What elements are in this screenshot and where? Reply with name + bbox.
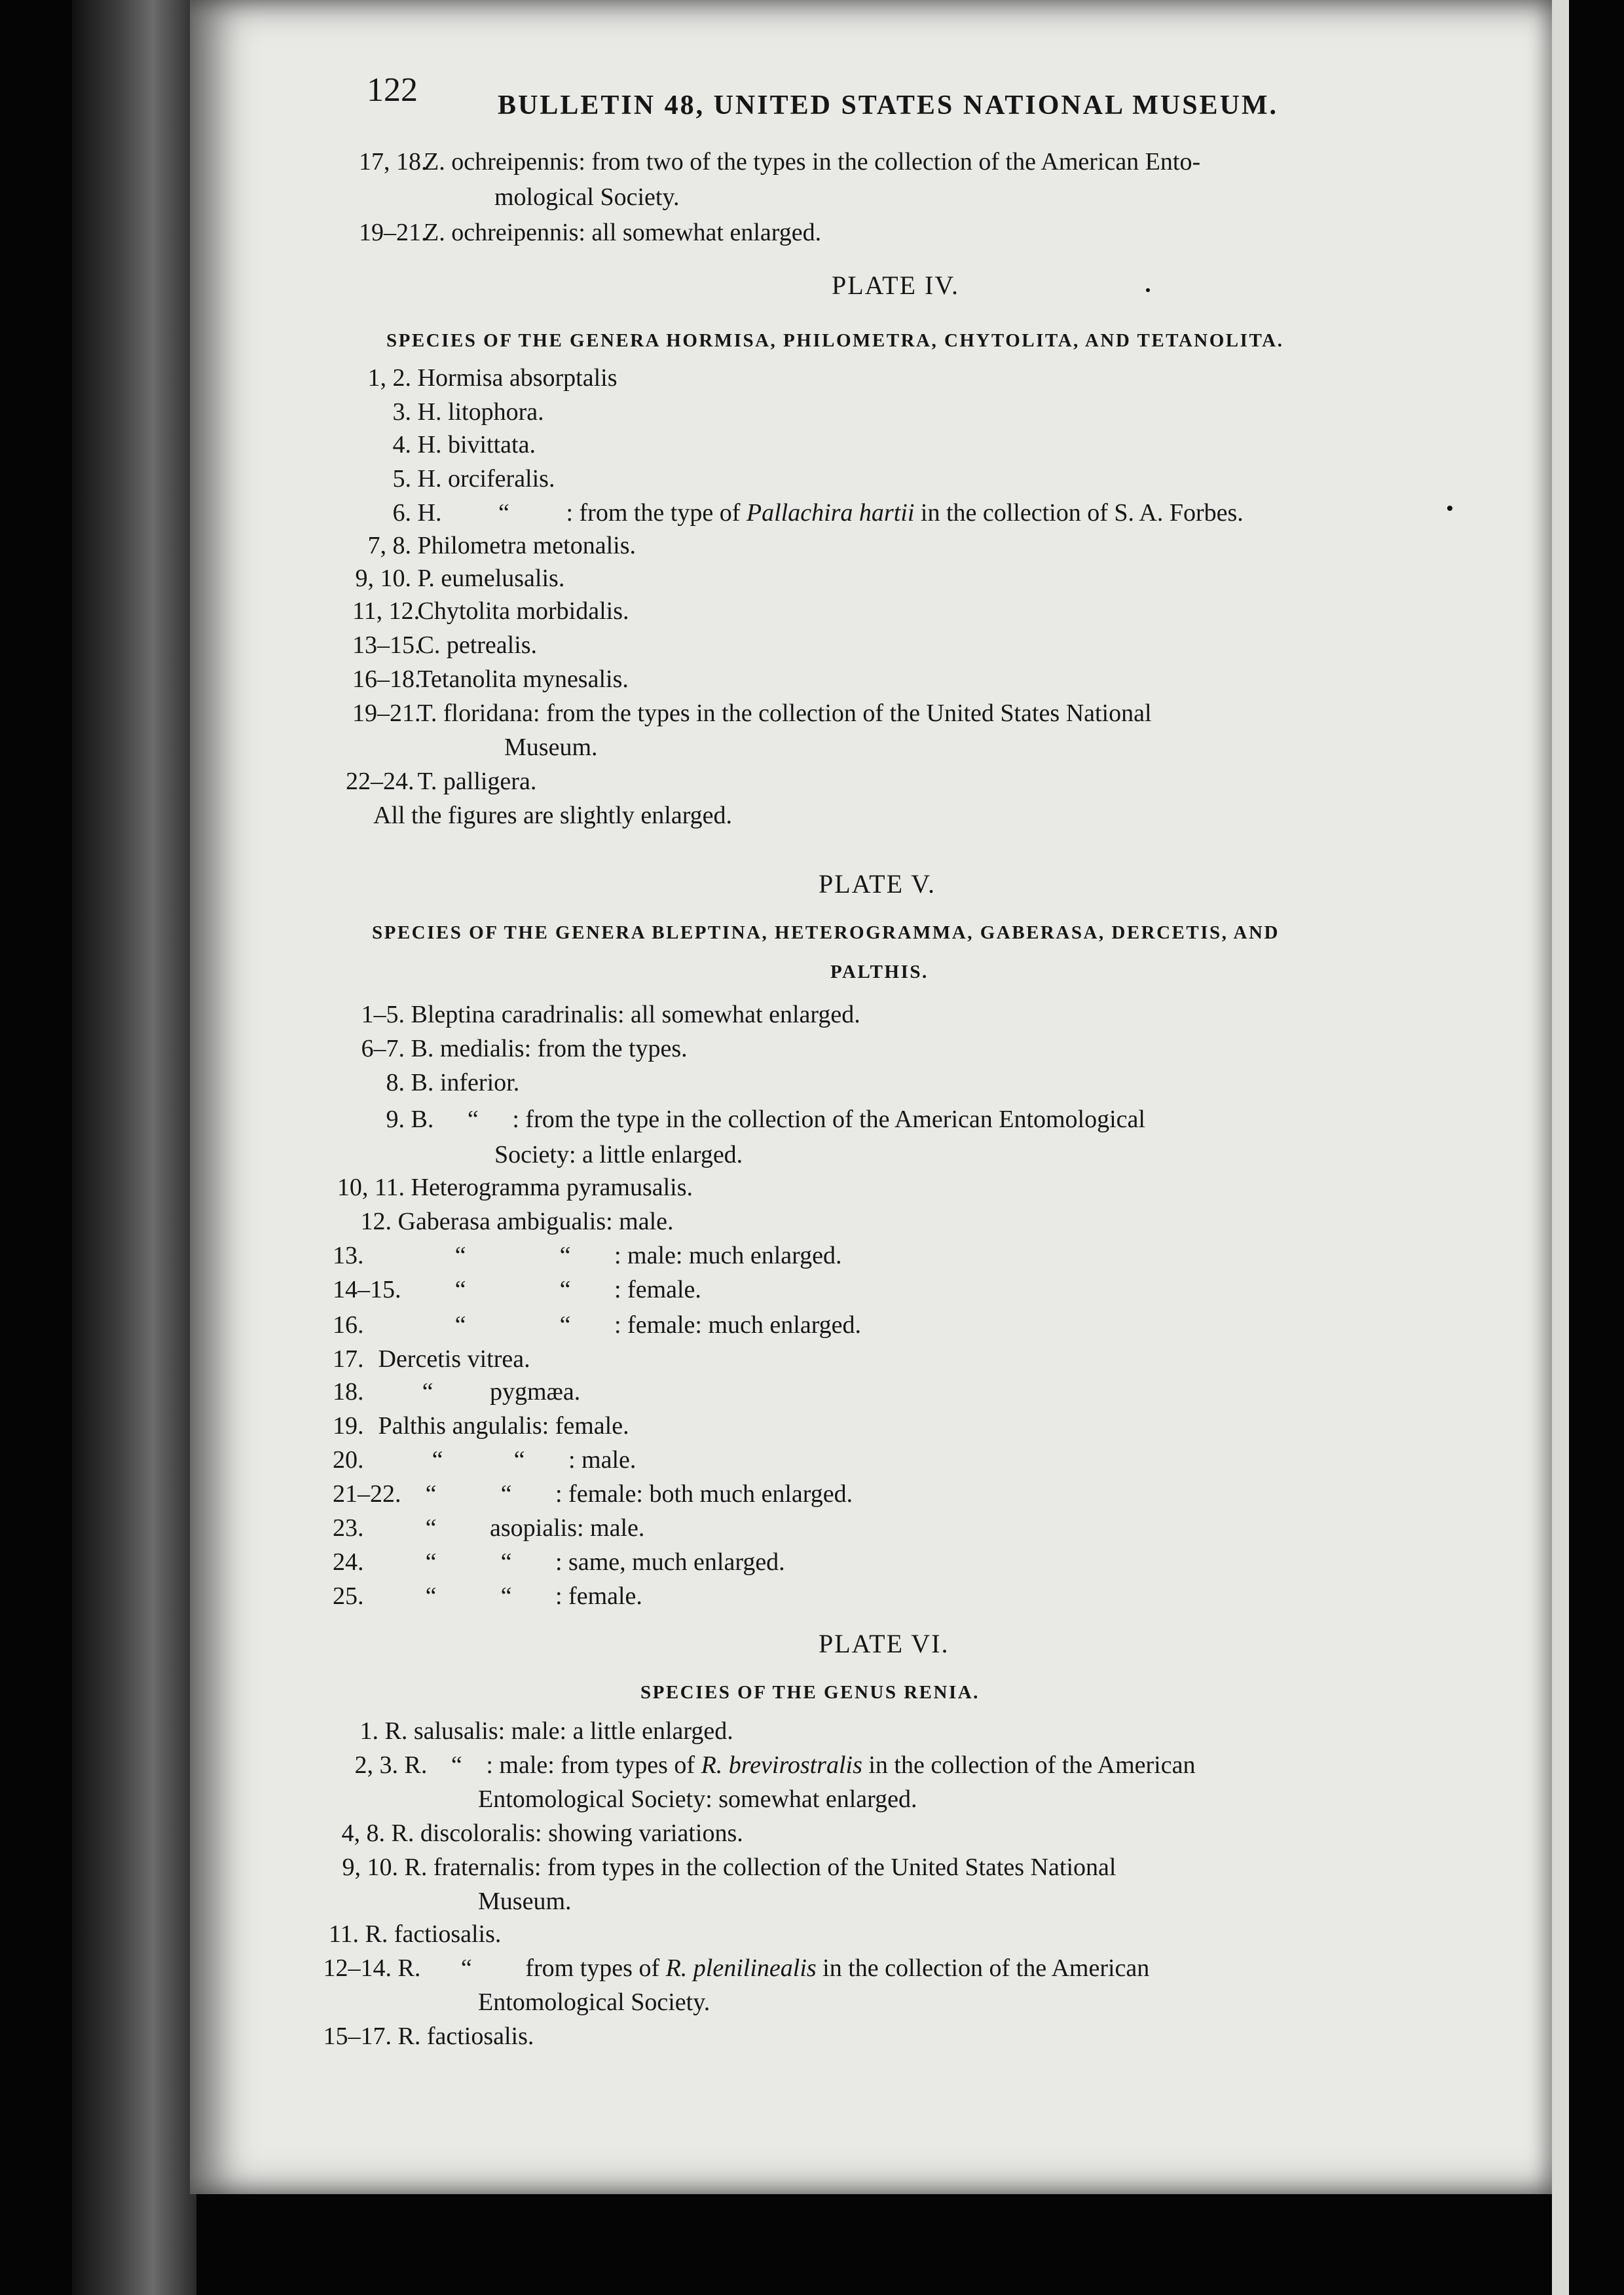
ditto-mark: “ — [425, 1514, 437, 1542]
list-item: 15–17. R. factiosalis. — [323, 2023, 534, 2050]
list-item-continuation: Museum. — [478, 1888, 572, 1915]
list-item: 9, 10. R. fraternalis: from types in the collection of the United States National — [342, 1854, 1116, 1881]
ditto-mark: “ — [559, 1311, 571, 1339]
ditto-mark: “ — [432, 1446, 443, 1474]
plate-vi-caption: SPECIES OF THE GENUS RENIA. — [640, 1682, 980, 1703]
list-item-continuation: Entomological Society. — [478, 1988, 710, 2016]
list-item-continuation: Society: a little enlarged. — [494, 1141, 743, 1168]
ditto-mark: “ — [425, 1548, 437, 1576]
document-page — [190, 0, 1552, 2194]
plate-iv-note: All the figures are slightly enlarged. — [373, 802, 733, 829]
ditto-mark: “ — [500, 1480, 512, 1508]
list-item: 7, 8. Philometra metonalis. — [367, 532, 637, 559]
ditto-mark: “ — [500, 1582, 512, 1610]
list-item: 1. R. salusalis: male: a little enlarged. — [360, 1717, 733, 1745]
list-item: 13–15. C. petrealis. — [352, 631, 538, 659]
list-item: 20. “ “ : male. — [333, 1446, 637, 1474]
plate-iv-heading: PLATE IV. — [832, 271, 960, 300]
list-item-continuation: Entomological Society: somewhat enlarged. — [478, 1785, 917, 1813]
list-item: 3. H. litophora. — [392, 398, 544, 426]
species-name-italic: R. brevirostralis — [701, 1751, 862, 1779]
list-item: 11. R. factiosalis. — [328, 1920, 502, 1948]
list-item-continuation: mological Society. — [494, 183, 680, 211]
ditto-mark: “ — [500, 1548, 512, 1576]
list-item: 16–18. Tetanolita mynesalis. — [352, 665, 629, 693]
species-name-italic: Pallachira hartii — [746, 499, 915, 527]
ditto-mark: “ — [425, 1582, 437, 1610]
list-item: 21–22. “ “ : female: both much enlarged. — [333, 1480, 853, 1508]
list-item: 19. Palthis angulalis: female. — [333, 1412, 629, 1440]
plate-v-heading: PLATE V. — [819, 869, 936, 899]
ditto-mark: “ — [460, 1954, 472, 1982]
list-item: 4, 8. R. discoloralis: showing variations. — [341, 1819, 743, 1847]
list-item: 4. H. bivittata. — [392, 431, 536, 458]
list-item: 2, 3. R. “ : male: from types of R. brevirostralis in the collection of the American — [354, 1751, 1196, 1779]
list-item: 5. H. orciferalis. — [392, 465, 555, 493]
list-item: 1–5. Bleptina caradrinalis: all somewhat enlarged. — [361, 1001, 860, 1028]
list-item: 11, 12. Chytolita morbidalis. — [352, 597, 629, 625]
list-item: 14–15. “ “ : female. — [333, 1276, 701, 1303]
ditto-mark: “ — [513, 1446, 525, 1474]
ditto-mark: “ — [425, 1480, 437, 1508]
list-item-continuation: Museum. — [504, 734, 598, 761]
ink-speck — [1447, 506, 1452, 511]
plate-vi-heading: PLATE VI. — [819, 1629, 950, 1658]
ditto-mark: “ — [451, 1751, 462, 1779]
ditto-mark: “ — [454, 1242, 466, 1269]
book-binding-shadow — [72, 0, 196, 2295]
ditto-mark: “ — [422, 1378, 434, 1406]
list-item: 25. “ “ : female. — [333, 1582, 642, 1610]
plate-iv-caption: SPECIES OF THE GENERA HORMISA, PHILOMETRA, CHYTOLITA, AND TETANOLITA. — [386, 330, 1284, 351]
list-item: 22–24. T. palligera. — [346, 768, 537, 795]
list-item: 17. Dercetis vitrea. — [333, 1345, 530, 1373]
list-item: 17, 18. Z. ochreipennis: from two of the types in the collection of the American Ento- — [359, 148, 1201, 176]
list-item: 8. B. inferior. — [386, 1069, 520, 1096]
list-item: 18. “ pygmæa. — [333, 1378, 581, 1406]
list-item: 10, 11. Heterogramma pyramusalis. — [337, 1174, 693, 1201]
next-page-edge — [1552, 0, 1569, 2295]
list-item: 13. “ “ : male: much enlarged. — [333, 1242, 842, 1269]
list-item: 12. Gaberasa ambigualis: male. — [360, 1208, 674, 1235]
list-item: 12–14. R. “ from types of R. plenilinealis in the collection of the American — [323, 1954, 1150, 1982]
list-item: 6. H. “ : from the type of Pallachira hartii in the collection of S. A. Forbes. — [392, 499, 1244, 527]
plate-v-caption: SPECIES OF THE GENERA BLEPTINA, HETEROGRAMMA, GABERASA, DERCETIS, AND — [372, 922, 1280, 943]
list-item: 6–7. B. medialis: from the types. — [361, 1035, 688, 1062]
ditto-mark: “ — [467, 1106, 479, 1133]
list-item: 9, 10. P. eumelusalis. — [355, 565, 565, 592]
ditto-mark: “ — [454, 1276, 466, 1303]
ditto-mark: “ — [559, 1242, 571, 1269]
list-item: 24. “ “ : same, much enlarged. — [333, 1548, 785, 1576]
list-item: 1, 2. Hormisa absorptalis — [367, 364, 618, 392]
ditto-mark: “ — [498, 499, 509, 527]
list-item: 19–21. Z. ochreipennis: all somewhat enlarged. — [359, 219, 822, 246]
ink-speck — [1146, 288, 1150, 292]
ditto-mark: “ — [559, 1276, 571, 1303]
species-name-italic: R. plenilinealis — [665, 1954, 817, 1982]
list-item: 19–21. T. floridana: from the types in the collection of the United States National — [352, 700, 1152, 727]
running-head: BULLETIN 48, UNITED STATES NATIONAL MUSEUM. — [498, 90, 1279, 121]
ditto-mark: “ — [454, 1311, 466, 1339]
list-item: 23. “ asopialis: male. — [333, 1514, 645, 1542]
page-number: 122 — [367, 71, 418, 109]
plate-v-caption-line2: PALTHIS. — [830, 961, 929, 982]
list-item: 9. B. “ : from the type in the collection of the American Entomological — [386, 1106, 1145, 1133]
list-item: 16. “ “ : female: much enlarged. — [333, 1311, 862, 1339]
